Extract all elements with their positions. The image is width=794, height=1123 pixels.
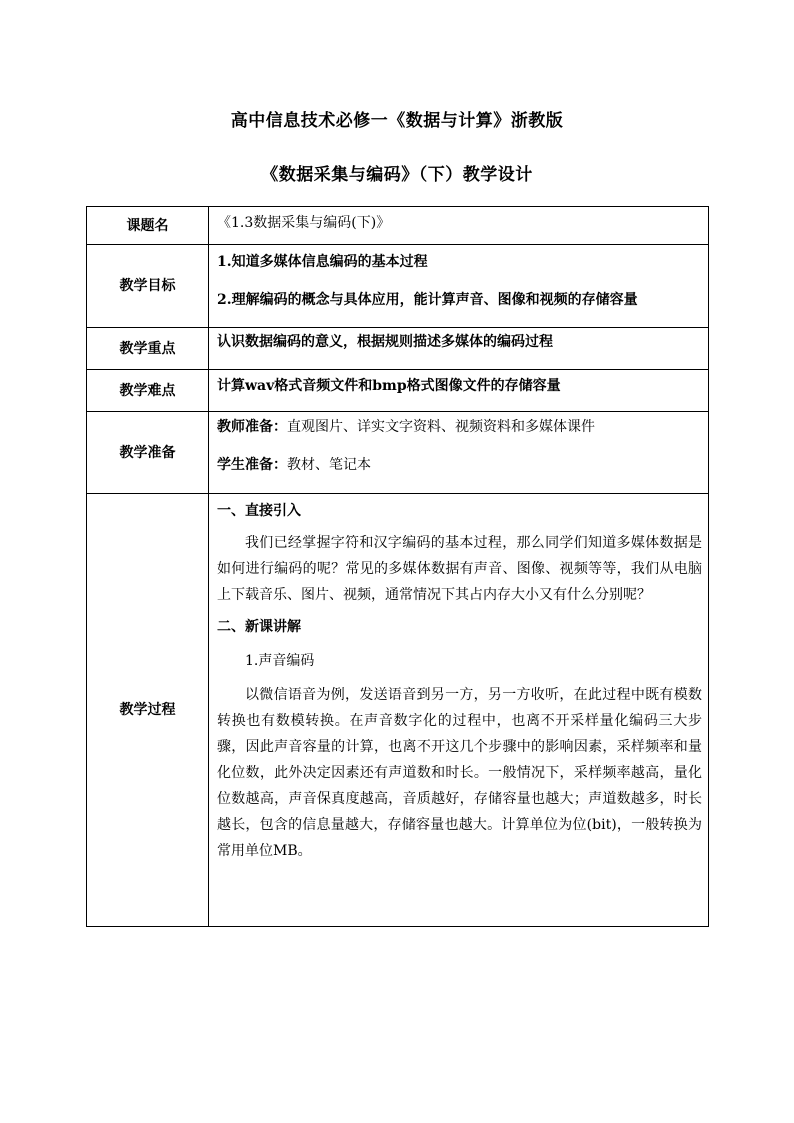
preparation-value bbox=[209, 412, 709, 494]
table-row-topic bbox=[87, 207, 709, 245]
table-row-preparation bbox=[87, 412, 709, 494]
objectives-value bbox=[209, 245, 709, 328]
preparation-label: 教学准备 bbox=[87, 412, 209, 494]
objective-item-2: 2.理解编码的概念与具体应用，能计算声音、图像和视频的存储容量 bbox=[217, 292, 638, 308]
lesson-plan-table bbox=[86, 206, 709, 927]
key-points-label: 教学重点 bbox=[87, 328, 209, 370]
key-points-text: 认识数据编码的意义，根据规则描述多媒体的编码过程 bbox=[217, 334, 553, 350]
teacher-prep-text: 直观图片、详实文字资料、视频资料和多媒体课件 bbox=[287, 419, 595, 435]
difficulties-value bbox=[209, 370, 709, 412]
section1-paragraph: 我们已经掌握字符和汉字编码的基本过程，那么同学们知道多媒体数据是如何进行编码的呢？常见的多媒体数据有声音、图像、视频等等，我们从电脑上下载音乐、图片、视频，通常情况下其占内存大小又有什么分别呢？ bbox=[217, 535, 702, 603]
student-prep-text: 教材、笔记本 bbox=[287, 457, 371, 473]
difficulties-label: 教学难点 bbox=[87, 370, 209, 412]
topic-text: 《1.3数据采集与编码(下)》 bbox=[217, 215, 391, 231]
student-prep-line bbox=[217, 455, 702, 475]
table-row-key-points bbox=[87, 328, 709, 370]
key-points-value bbox=[209, 328, 709, 370]
section1-heading: 一、直接引入 bbox=[217, 503, 301, 519]
process-label: 教学过程 bbox=[87, 494, 209, 927]
document-title-line2: 《数据采集与编码》（下）教学设计 bbox=[261, 165, 533, 185]
document-title-line1: 高中信息技术必修一《数据与计算》浙教版 bbox=[230, 111, 564, 131]
process-value bbox=[209, 494, 709, 927]
topic-value bbox=[209, 207, 709, 245]
table-row-difficulties bbox=[87, 370, 709, 412]
topic-label: 课题名 bbox=[87, 207, 209, 245]
teacher-prep-label: 教师准备： bbox=[217, 419, 287, 435]
subsection1-paragraph: 以微信语音为例，发送语音到另一方，另一方收听，在此过程中既有模数转换也有数模转换。在声音数字化的过程中，也离不开采样量化编码三大步骤，因此声音容量的计算，也离不开这几个步骤中的影响因素，采样频率和量化位数，此外决定因素还有声道数和时长。一般情况下，采样频率越高，量化位数越高，声音保真度越高，音质越好，存储容量也越大；声道数越多，时长越长，包含的信息量越大，存储容量也越大。计算单位为位(bit)，一般转换为常用单位MB。 bbox=[217, 687, 702, 859]
table-row-process bbox=[87, 494, 709, 927]
difficulties-text: 计算wav格式音频文件和bmp格式图像文件的存储容量 bbox=[217, 378, 561, 394]
section2-heading: 二、新课讲解 bbox=[217, 619, 301, 635]
subsection1-heading: 1.声音编码 bbox=[245, 653, 315, 669]
student-prep-label: 学生准备： bbox=[217, 457, 287, 473]
objectives-label: 教学目标 bbox=[87, 245, 209, 328]
table-row-objectives bbox=[87, 245, 709, 328]
objective-item-1: 1.知道多媒体信息编码的基本过程 bbox=[217, 254, 428, 270]
teacher-prep-line bbox=[217, 417, 702, 437]
